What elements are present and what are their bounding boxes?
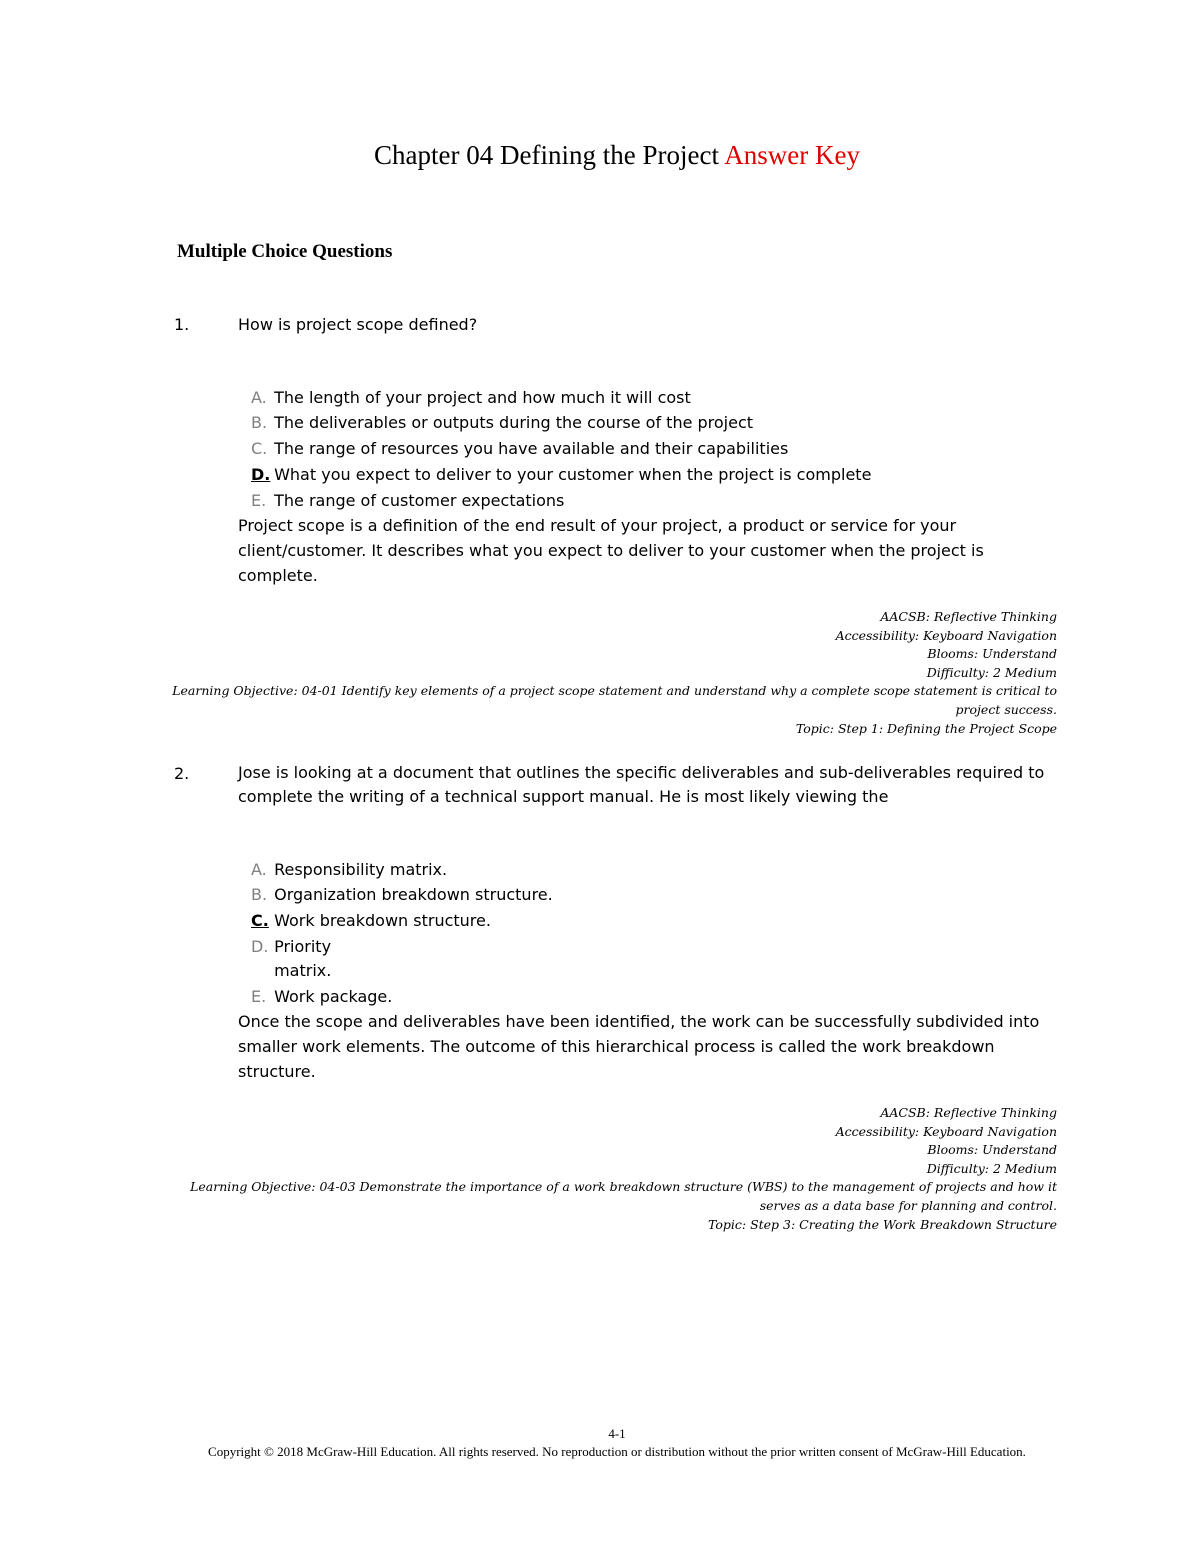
choice-b bbox=[251, 411, 753, 435]
choice-letter: A. bbox=[251, 388, 267, 407]
page-number: 4-1 bbox=[608, 1426, 626, 1441]
choice-letter-correct: D. bbox=[251, 465, 271, 484]
difficulty-tag: Difficulty: 2 Medium bbox=[926, 664, 1057, 680]
question-text: Jose is looking at a document that outlines the specific deliverables and sub-deliverables required to complete the writing of a technical support manual. He is most likely viewing the bbox=[238, 763, 1045, 806]
choice-letter: E. bbox=[251, 491, 267, 510]
choice-c-correct bbox=[251, 909, 491, 933]
choice-text: The range of customer expectations bbox=[274, 491, 565, 510]
accessibility-tag: Accessibility: Keyboard Navigation bbox=[835, 627, 1057, 643]
topic-tag: Topic: Step 1: Defining the Project Scope bbox=[795, 720, 1057, 736]
question-metadata bbox=[157, 608, 1057, 738]
title-accent: Answer Key bbox=[724, 140, 860, 170]
difficulty-tag: Difficulty: 2 Medium bbox=[926, 1160, 1057, 1176]
answer-explanation: Project scope is a definition of the end result of your project, a product or service for your client/customer. It describes what you expect to deliver to your customer when the project is complete. bbox=[238, 516, 984, 585]
choice-text: Work package. bbox=[274, 987, 393, 1006]
learning-objective: Learning Objective: 04-01 Identify key elements of a project scope statement and understand why a complete scope statement is critical to project success. bbox=[172, 683, 1057, 717]
page-footer bbox=[0, 1425, 1200, 1461]
question-metadata bbox=[157, 1104, 1057, 1234]
choice-e bbox=[251, 985, 392, 1009]
choice-d bbox=[251, 935, 344, 983]
choice-text: The length of your project and how much it will cost bbox=[274, 388, 691, 407]
question-number: 2. bbox=[174, 764, 190, 783]
choice-text: Priority matrix. bbox=[274, 937, 332, 980]
choice-a bbox=[251, 858, 447, 882]
aacsb-tag: AACSB: Reflective Thinking bbox=[880, 609, 1057, 624]
choice-c bbox=[251, 437, 788, 461]
topic-tag: Topic: Step 3: Creating the Work Breakdown Structure bbox=[708, 1216, 1057, 1232]
question-text: How is project scope defined? bbox=[238, 315, 478, 334]
choice-a bbox=[251, 386, 691, 410]
choice-letter: A. bbox=[251, 860, 267, 879]
blooms-tag: Blooms: Understand bbox=[927, 646, 1057, 662]
choice-letter: B. bbox=[251, 413, 268, 432]
learning-objective: Learning Objective: 04-03 Demonstrate the importance of a work breakdown structure (WBS) to the management of projects and how it serves as a data base for planning and control. bbox=[190, 1179, 1057, 1213]
choice-e bbox=[251, 489, 564, 513]
choice-letter-correct: C. bbox=[251, 911, 269, 930]
copyright-notice: Copyright © 2018 McGraw-Hill Education. All rights reserved. No reproduction or distribution without the prior written consent of McGraw-Hill Education. bbox=[208, 1444, 1026, 1459]
choice-text: The range of resources you have available and their capabilities bbox=[274, 439, 789, 458]
choice-letter: D. bbox=[251, 937, 269, 956]
section-heading: Multiple Choice Questions bbox=[177, 241, 393, 262]
choice-d-correct bbox=[251, 463, 871, 487]
choice-letter: C. bbox=[251, 439, 268, 458]
choice-text: The deliverables or outputs during the course of the project bbox=[274, 413, 754, 432]
choice-letter: E. bbox=[251, 987, 267, 1006]
choice-letter: B. bbox=[251, 885, 268, 904]
aacsb-tag: AACSB: Reflective Thinking bbox=[880, 1105, 1057, 1120]
choice-text: Work breakdown structure. bbox=[274, 911, 491, 930]
answer-explanation: Once the scope and deliverables have been identified, the work can be successfully subdivided into smaller work elements. The outcome of this hierarchical process is called the work breakdown structure. bbox=[238, 1012, 1040, 1081]
choice-text: Organization breakdown structure. bbox=[274, 885, 553, 904]
blooms-tag: Blooms: Understand bbox=[927, 1142, 1057, 1158]
question-number: 1. bbox=[174, 315, 190, 334]
title-main: Chapter 04 Defining the Project bbox=[374, 140, 719, 170]
choice-text: What you expect to deliver to your customer when the project is complete bbox=[274, 465, 872, 484]
page-title bbox=[0, 140, 1200, 171]
accessibility-tag: Accessibility: Keyboard Navigation bbox=[835, 1123, 1057, 1139]
choice-b bbox=[251, 883, 553, 907]
choice-text: Responsibility matrix. bbox=[274, 860, 448, 879]
